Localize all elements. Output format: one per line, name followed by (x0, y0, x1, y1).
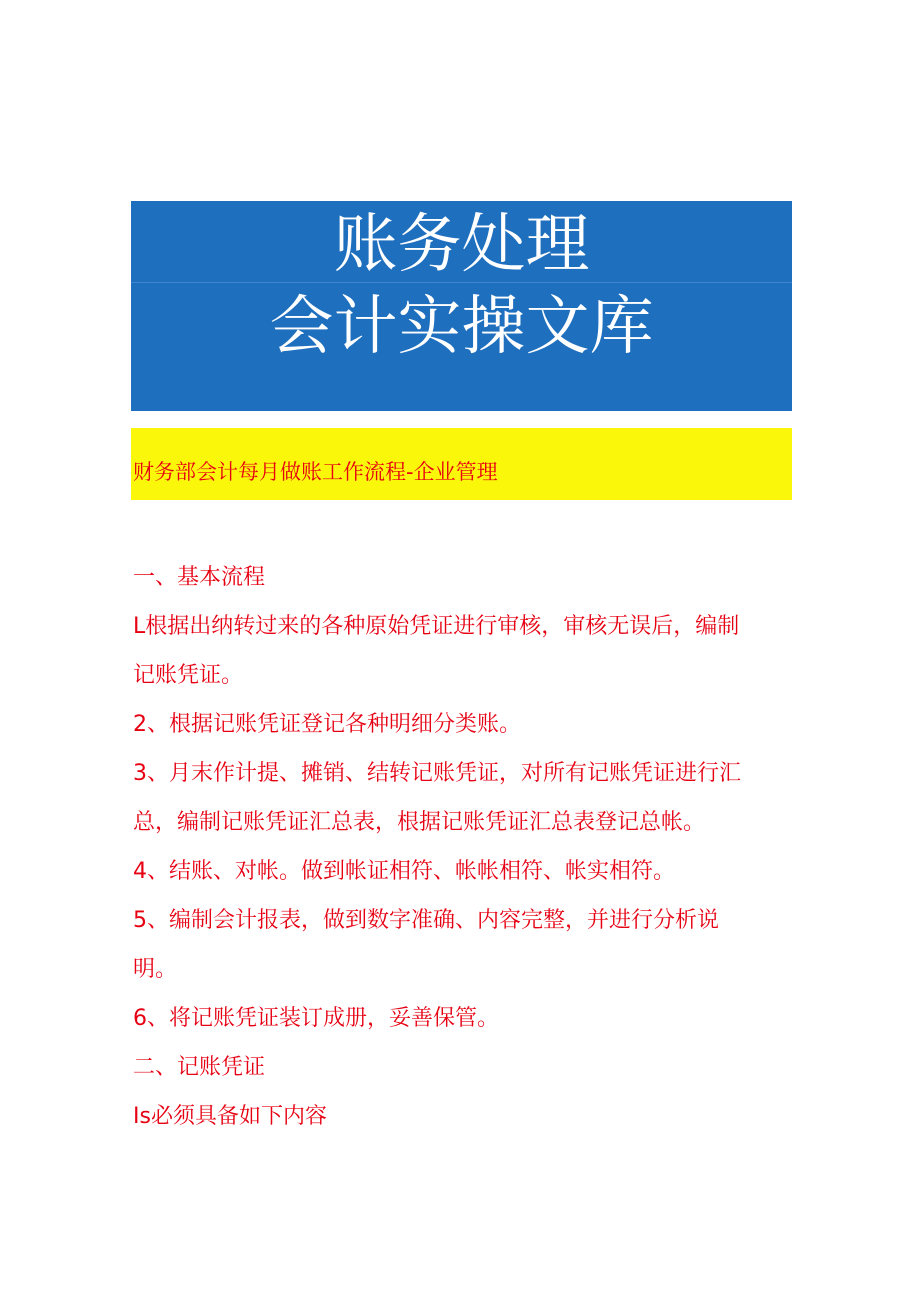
body-line: 2、根据记账凭证登记各种明细分类账。 (133, 712, 521, 737)
section-heading-basic-process: 一、基本流程 (133, 565, 266, 590)
banner-title-line-2: 会计实操文库 (269, 290, 654, 364)
body-line: 6、将记账凭证装订成册，妥善保管。 (133, 1006, 499, 1031)
body-line: 明。 (133, 957, 178, 982)
body-line: 4、结账、对帐。做到帐证相符、帐帐相符、帐实相符。 (133, 859, 675, 884)
body-line: Is必须具备如下内容 (133, 1104, 327, 1129)
title-banner (131, 201, 792, 411)
banner-title-line-1: 账务处理 (333, 208, 590, 282)
body-line: 3、月末作计提、摊销、结转记账凭证，对所有记账凭证进行汇 (133, 761, 741, 786)
body-line: 5、编制会计报表，做到数字准确、内容完整，并进行分析说 (133, 908, 719, 933)
body-line: 记账凭证。 (133, 663, 244, 688)
body-line: 总，编制记账凭证汇总表，根据记账凭证汇总表登记总帐。 (133, 810, 706, 835)
body-line: L根据出纳转过来的各种原始凭证进行审核，审核无误后，编制 (133, 614, 740, 639)
banner-divider (131, 282, 792, 283)
document-body (133, 553, 783, 1141)
document-subtitle: 财务部会计每月做账工作流程-企业管理 (133, 460, 498, 484)
subtitle-bar (131, 428, 792, 500)
section-heading-voucher: 二、记账凭证 (133, 1055, 266, 1080)
